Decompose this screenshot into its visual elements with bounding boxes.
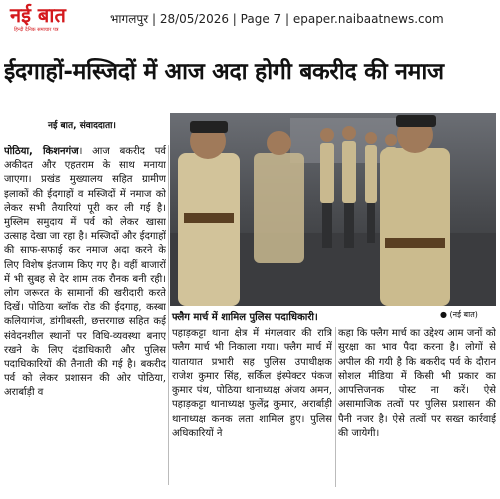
article-column-3: कहा कि फ्लैग मार्च का उद्देश्य आम जनों को सुरक्षा का भाव पैदा करना है। लोगों से अपील की गयी है कि बकरीद पर्व के दौरान सोशल मीडिया में किसी भी प्रकार का आपत्तिजनक पोस्ट ना करें। ऐसे असामाजिक तत्वों पर पुलिस प्रशासन की पैनी नजर है। ऐसे तत्वों पर सख्त कार्रवाई की जायेगी। bbox=[338, 328, 496, 440]
edition-line: भागलपुर | 28/05/2026 | Page 7 | epaper.naibaatnews.com bbox=[110, 12, 444, 26]
newspaper-logo bbox=[10, 4, 98, 34]
masthead-bar bbox=[0, 0, 500, 40]
article-column-1 bbox=[4, 145, 166, 485]
dateline: पोठिया, किशनगंज bbox=[4, 146, 79, 157]
news-photo bbox=[170, 113, 496, 306]
logo-tagline: हिन्दी दैनिक समाचार पत्र bbox=[14, 27, 59, 33]
column-1-text: । आज बकरीद पर्व अकीदत और एहतराम के साथ मनाया जाएगा। प्रखंड मुख्यालय सहित ग्रामीण इलाकों की ईदगाहों व मस्जिदों में नमाज को लेकर सभी तैयारियां पूरी कर ली गई है। मुस्लिम समुदाय में पर्व को लेकर खासा उत्साह देखा जा रहा है। मस्जिदों और ईदगाहों की साफ-सफाई कर नमाज अदा करने के लिए विशेष इंतजाम किए गए है। वहीं बाजारों में भी सुबह से देर शाम तक रौनक बनी रही। लोग जरूरत के सामानों की खरीदारी करते दिखें। पोठिया ब्लॉक रोड की ईदगाह, कस्बा कलियागंज, डांगीबस्ती, छत्तरगाछ सहित कई संवेदनशील स्थानों पर विधि-व्यवस्था बनाए रखने के लिए दंडाधिकारी और पुलिस पदाधिकारियों की तैनाती की गई है। बकरीद पर्व को लेकर प्रशासन की ओर पोठिया, अरार्बाड़ी व bbox=[4, 146, 166, 399]
article-headline: ईदगाहों-मस्जिदों में आज अदा होगी बकरीद की नमाज bbox=[4, 59, 444, 85]
column-divider bbox=[335, 327, 336, 487]
police-flag-march-photo bbox=[170, 113, 496, 306]
photo-credit: ● (नई बात) bbox=[440, 310, 478, 319]
logo-text: नई बात bbox=[10, 3, 66, 27]
article-byline: नई बात, संवाददाता। bbox=[48, 121, 116, 131]
article-column-2: पहाड़कट्टा थाना क्षेत्र में मंगलवार की रात्रि फ्लैग मार्च भी निकाला गया। फ्लैग मार्च में यातायात प्रभारी सह पुलिस उपाधीक्षक राजेश कुमार सिंह, सर्किल इंस्पेक्टर पंकज कुमार पंथ, पोठिया थानाध्यक्ष अंजय अमन, पहाड़कट्टा थानाध्यक्ष फुलेंद्र कुमार, अरार्बाड़ी थानाध्यक्ष कनक लता शामिल हुए। पुलिस अधिकारियों ने bbox=[172, 328, 332, 440]
photo-caption: फ्लैग मार्च में शामिल पुलिस पदाधिकारी। bbox=[172, 312, 318, 323]
column-divider bbox=[168, 145, 169, 485]
